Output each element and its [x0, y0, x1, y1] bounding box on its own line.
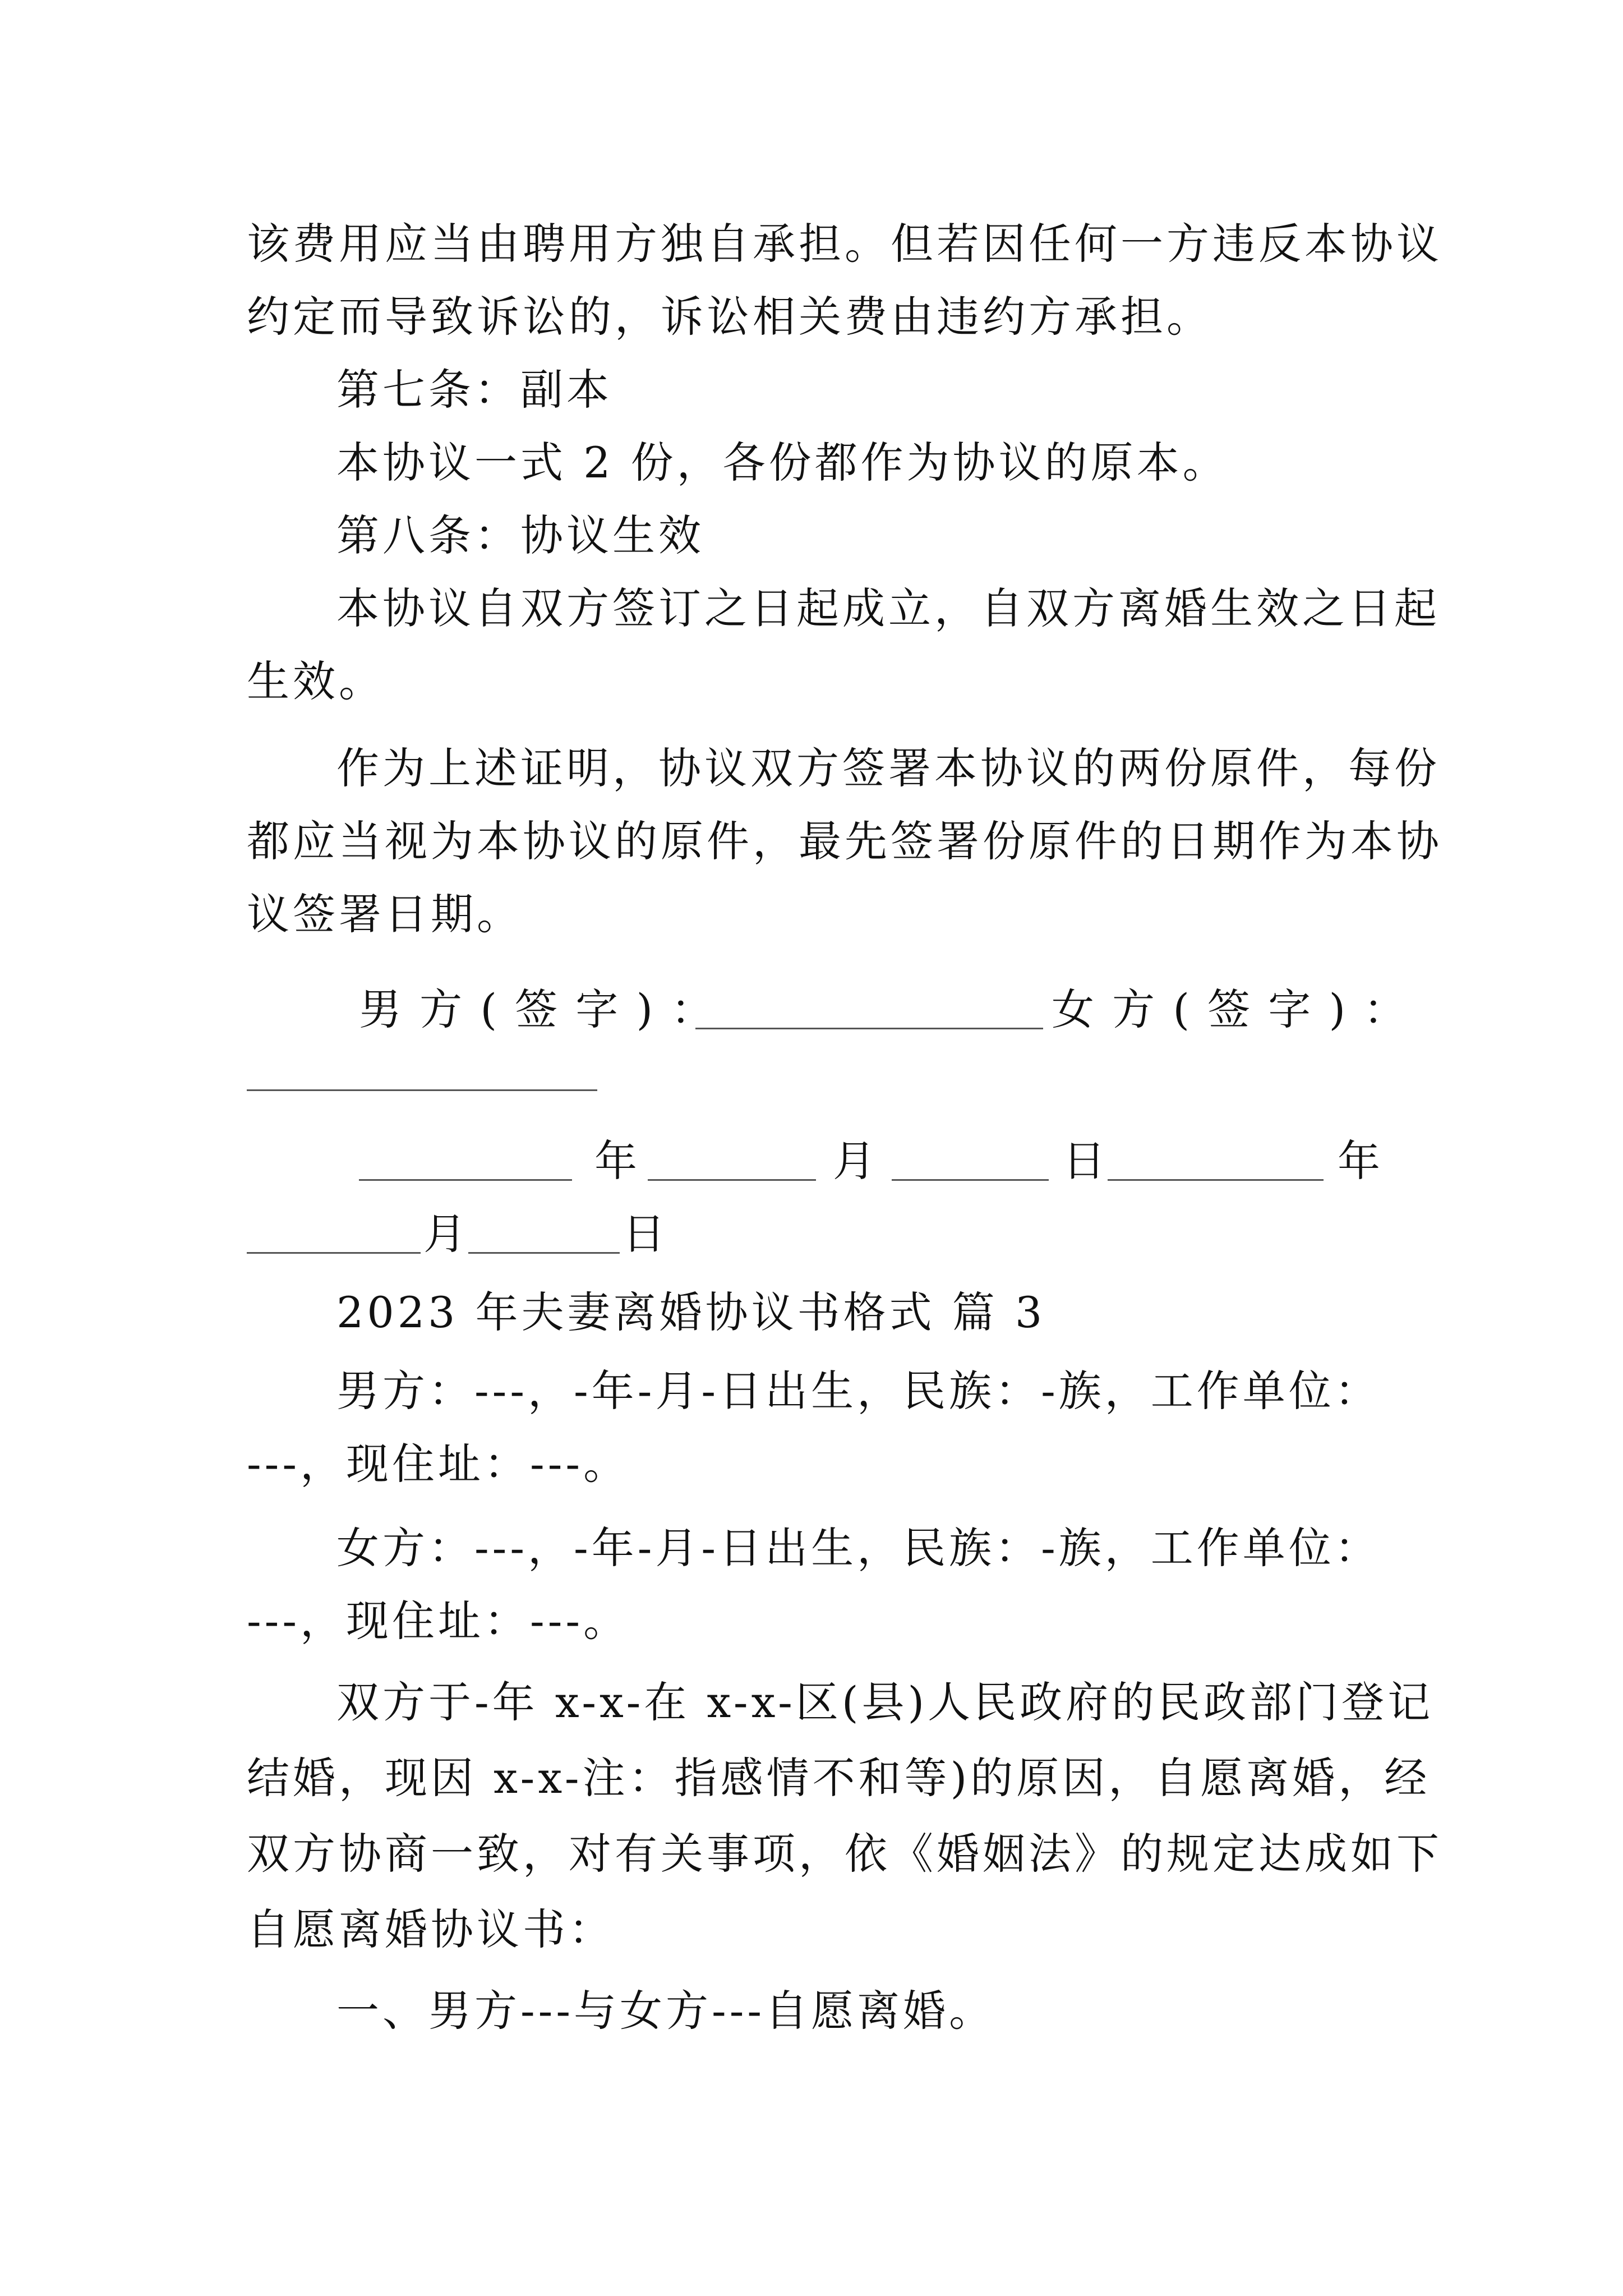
- date-blank: [892, 1179, 1049, 1181]
- female-signature-label: 女 方 ( 签 字 ) ：: [1052, 984, 1409, 1034]
- female-signature-blank: [247, 1089, 597, 1091]
- date-row-continuation: [247, 1206, 1380, 1262]
- signature-row: [247, 982, 1409, 1038]
- body-line: 双方于-年 x-x-在 x-x-区(县)人民政府的民政部门登记: [336, 1677, 1434, 1727]
- body-line: 该费用应当由聘用方独自承担。但若因任何一方违反本协议: [247, 219, 1442, 269]
- month-label: 月: [833, 1136, 875, 1186]
- male-signature-label: 男 方 ( 签 字 ) ：: [359, 984, 716, 1034]
- date-blank: [247, 1252, 421, 1254]
- date-blank: [1108, 1179, 1324, 1181]
- date-blank: [468, 1252, 620, 1254]
- body-line: 都应当视为本协议的原件，最先签署份原件的日期作为本协: [247, 816, 1442, 866]
- body-line: 女方：---，-年-月-日出生，民族：-族，工作单位：: [336, 1523, 1381, 1573]
- year-label: 年: [594, 1136, 637, 1186]
- body-line: 双方协商一致，对有关事项，依《婚姻法》的规定达成如下: [247, 1829, 1442, 1879]
- male-signature-blank: [695, 1028, 1043, 1029]
- body-line: 约定而导致诉讼的，诉讼相关费由违约方承担。: [247, 292, 1212, 342]
- day-label: 日: [1063, 1136, 1105, 1186]
- section-heading: 2023 年夫妻离婚协议书格式 篇 3: [336, 1287, 1046, 1337]
- body-line: 结婚，现因 x-x-注：指感情不和等)的原因，自愿离婚，经: [247, 1753, 1431, 1803]
- body-line: ---，现住址：---。: [247, 1596, 630, 1646]
- body-line: 议签署日期。: [247, 889, 523, 939]
- date-blank: [359, 1179, 572, 1181]
- article-heading: 第七条：副本: [336, 365, 612, 415]
- date-row: [247, 1133, 1380, 1189]
- month-label: 月: [423, 1209, 466, 1259]
- year-label: 年: [1338, 1136, 1380, 1186]
- signature-continuation: [247, 1043, 1380, 1099]
- body-line: 作为上述证明，协议双方签署本协议的两份原件，每份: [336, 743, 1440, 793]
- body-line: 自愿离婚协议书：: [247, 1904, 615, 1954]
- date-blank: [648, 1179, 816, 1181]
- body-line: 生效。: [247, 656, 385, 706]
- article-heading: 第八条：协议生效: [336, 510, 704, 560]
- body-line: 本协议自双方签订之日起成立，自双方离婚生效之日起: [336, 583, 1440, 633]
- body-line: ---，现住址：---。: [247, 1439, 630, 1489]
- day-label: 日: [623, 1209, 665, 1259]
- body-line: 本协议一式 2 份，各份都作为协议的原本。: [336, 438, 1229, 487]
- body-line: 一、男方---与女方---自愿离婚。: [336, 1986, 995, 2036]
- body-line: 男方：---，-年-月-日出生，民族：-族，工作单位：: [336, 1366, 1381, 1416]
